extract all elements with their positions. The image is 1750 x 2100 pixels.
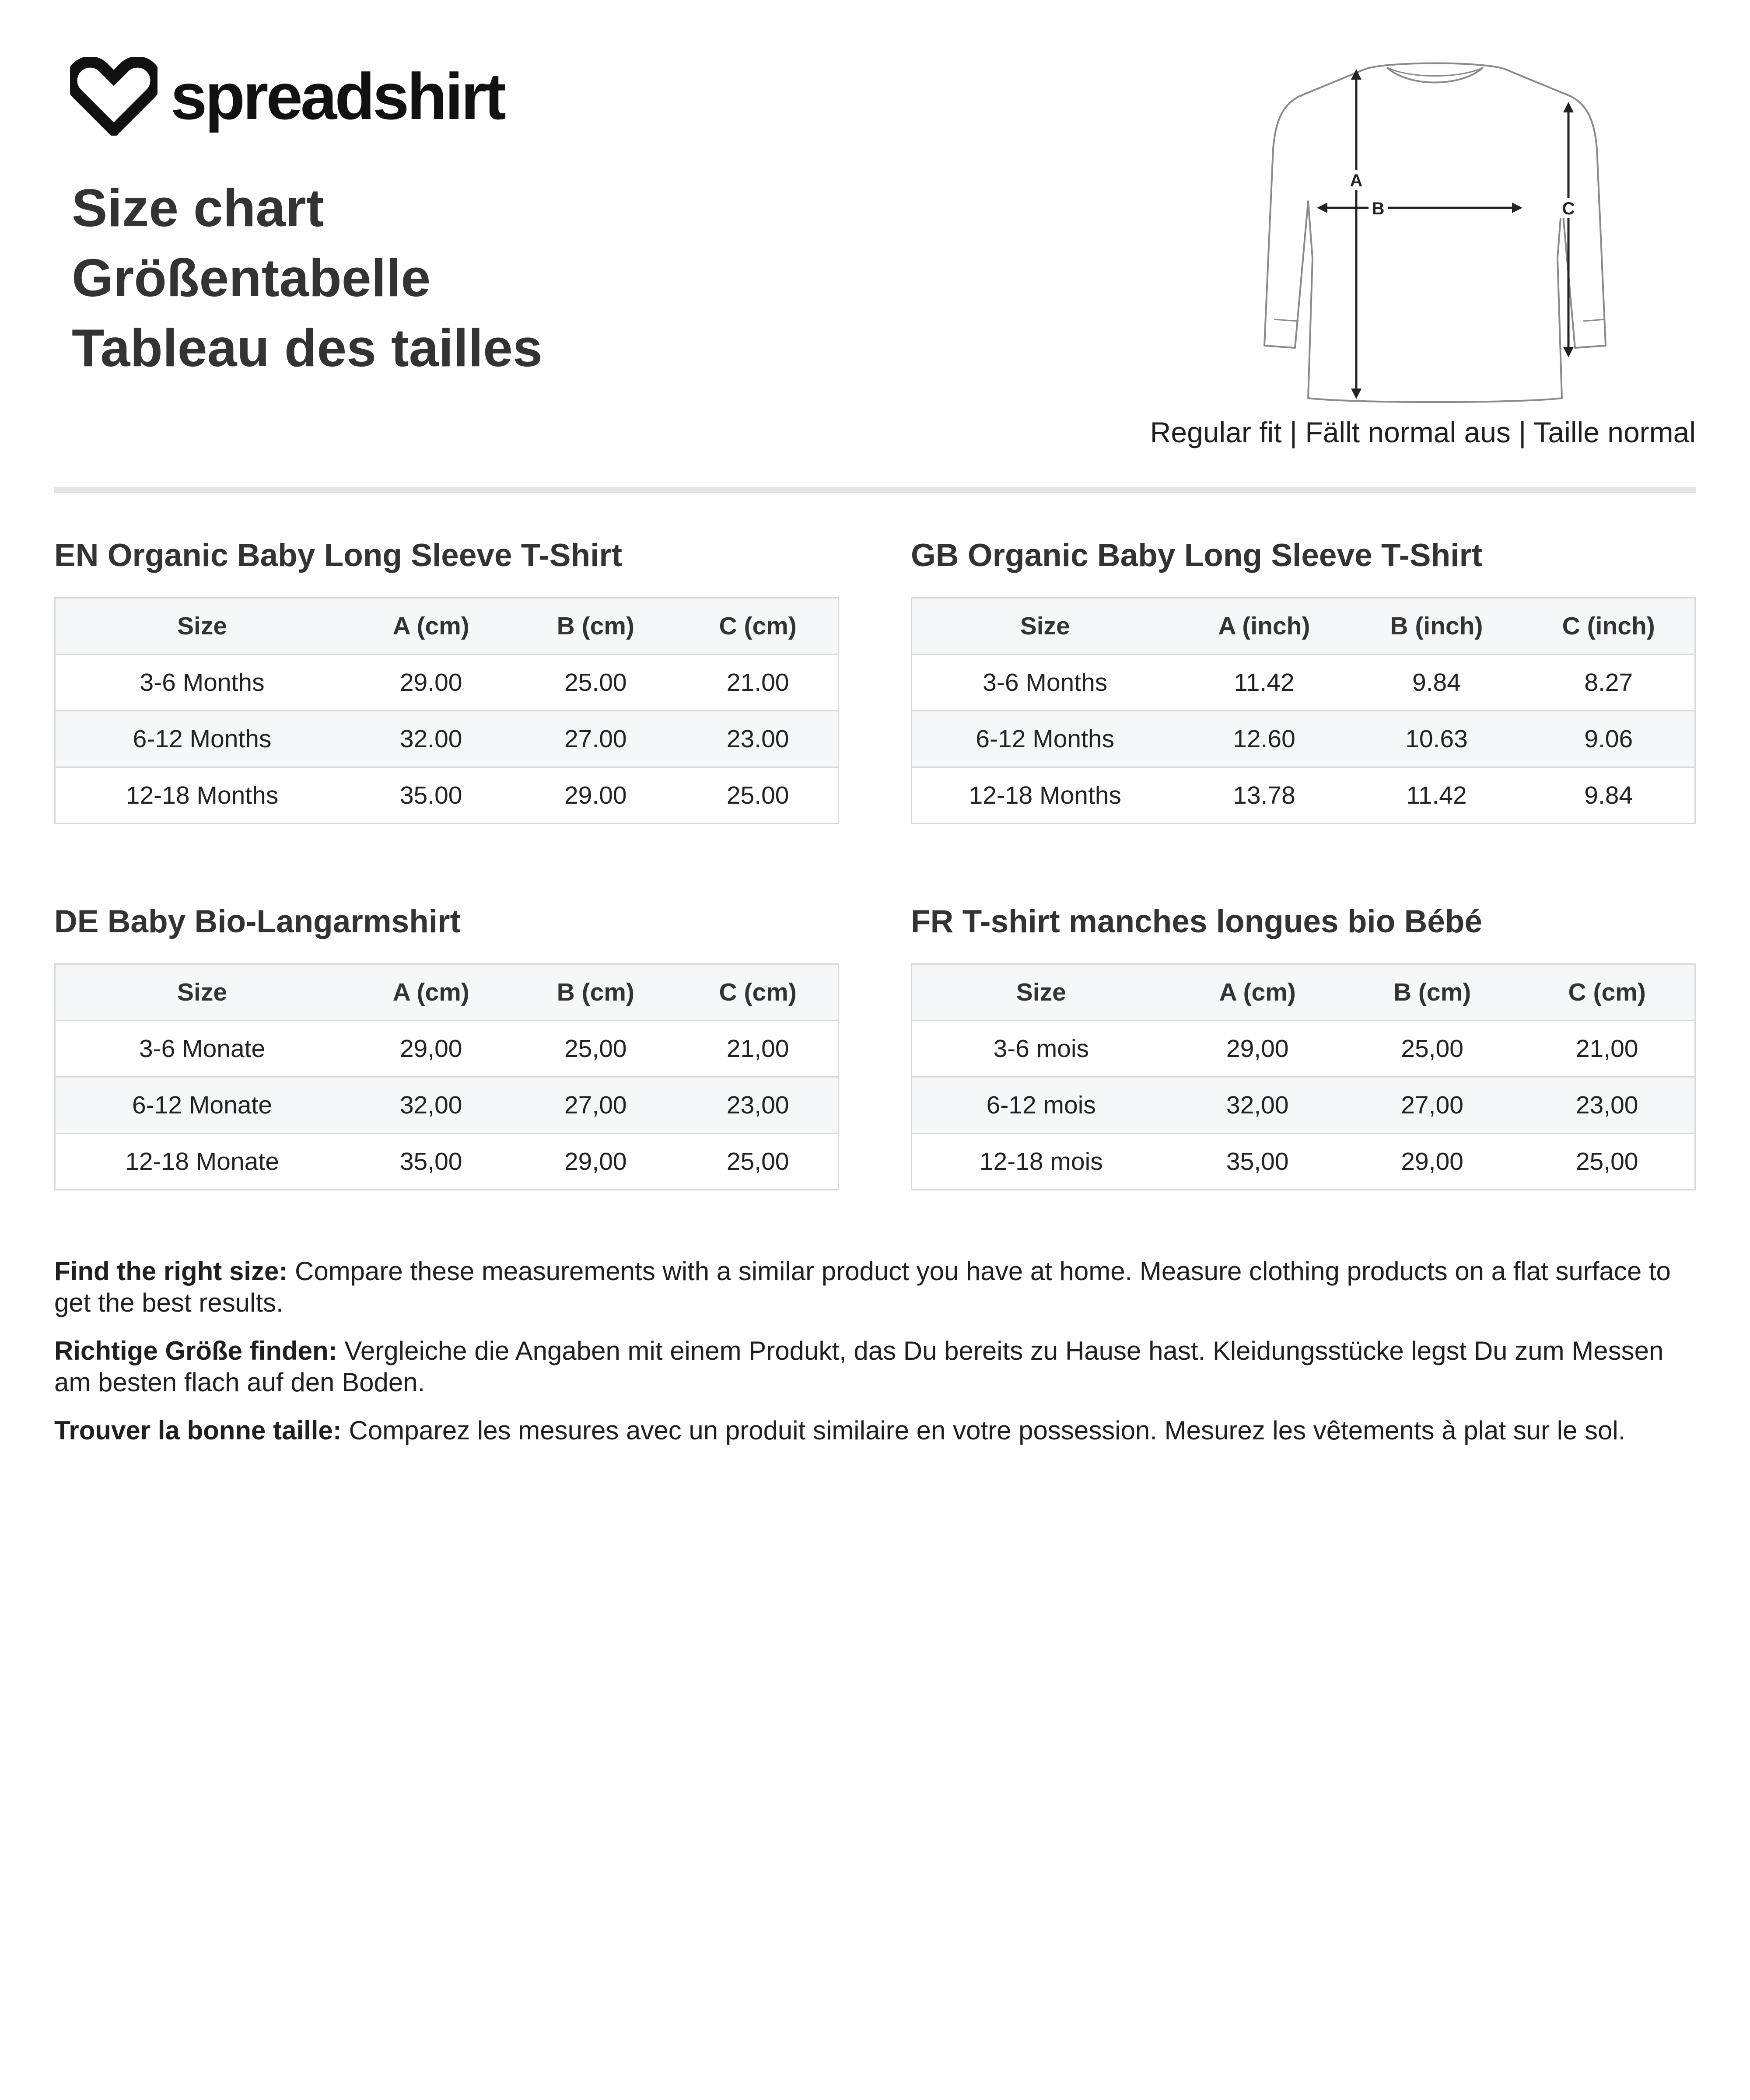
table-cell: 9.84 [1350, 654, 1522, 711]
table-cell: 29,00 [513, 1134, 678, 1190]
note-label: Find the right size: [54, 1256, 288, 1286]
table-cell: 27,00 [1345, 1077, 1519, 1134]
table-cell: 23,00 [678, 1077, 838, 1134]
size-table [911, 963, 1696, 1190]
note-label: Trouver la bonne taille: [54, 1416, 342, 1445]
size-table [54, 597, 839, 824]
table-cell: 32.00 [349, 711, 513, 767]
table-cell: 29.00 [349, 654, 513, 711]
table-cell: 25.00 [513, 654, 678, 711]
table-cell: 3-6 mois [912, 1021, 1170, 1077]
table-cell: 29,00 [1170, 1021, 1345, 1077]
label-c: C [1562, 199, 1575, 218]
note-text: Compare these measurements with a similar product you have at home. Measure clothing products on a flat surface to get the best results. [54, 1256, 1671, 1317]
table-row [55, 767, 839, 824]
table-row [912, 1134, 1695, 1190]
table-cell: 6-12 Monate [55, 1077, 349, 1134]
table-title: FR T-shirt manches longues bio Bébé [911, 904, 1483, 939]
title-en: Size chart [72, 178, 324, 238]
table-row [912, 1077, 1695, 1134]
note-en [54, 1256, 1696, 1319]
table-title: DE Baby Bio-Langarmshirt [54, 904, 461, 939]
table-cell: 6-12 Months [55, 711, 349, 767]
sizing-notes [54, 1256, 1696, 1463]
table-cell: 35.00 [349, 767, 513, 824]
table-cell: 3-6 Monate [55, 1021, 349, 1077]
note-text: Vergleiche die Angaben mit einem Produkt, das Du bereits zu Hause hast. Kleidungsstücke legst Du zum Messen am besten flach auf den Boden. [54, 1336, 1664, 1397]
column-header: Size [55, 598, 349, 654]
table-cell: 6-12 mois [912, 1077, 1170, 1134]
size-table-en [54, 534, 839, 824]
table-cell: 12-18 Months [55, 767, 349, 824]
table-cell: 29,00 [349, 1021, 513, 1077]
table-cell: 27,00 [513, 1077, 678, 1134]
long-sleeve-shirt-measurement-icon [1256, 57, 1614, 407]
fit-label: Regular fit | Fällt normal aus | Taille normal [1150, 416, 1696, 448]
table-title: EN Organic Baby Long Sleeve T-Shirt [54, 538, 623, 573]
column-header: B (cm) [1345, 964, 1519, 1021]
table-cell: 11.42 [1350, 767, 1522, 824]
note-label: Richtige Größe finden: [54, 1336, 337, 1365]
table-row [55, 1134, 839, 1190]
table-cell: 10.63 [1350, 711, 1522, 767]
brand-logo [70, 57, 504, 136]
title-fr: Tableau des tailles [72, 318, 542, 378]
column-header: C (cm) [678, 598, 838, 654]
table-cell: 12-18 mois [912, 1134, 1170, 1190]
column-header: Size [912, 964, 1170, 1021]
size-table-gb [911, 534, 1696, 824]
table-cell: 27.00 [513, 711, 678, 767]
table-cell: 25,00 [1519, 1134, 1695, 1190]
table-row [55, 1021, 839, 1077]
table-header-row [912, 598, 1695, 654]
table-row [912, 654, 1695, 711]
table-cell: 3-6 Months [912, 654, 1178, 711]
table-cell: 11.42 [1178, 654, 1350, 711]
table-cell: 35,00 [1170, 1134, 1345, 1190]
label-a: A [1350, 171, 1363, 190]
size-table [54, 963, 839, 1190]
divider [54, 487, 1696, 493]
heart-outline-icon [70, 57, 158, 136]
table-cell: 3-6 Months [55, 654, 349, 711]
table-row [912, 1021, 1695, 1077]
table-cell: 8.27 [1522, 654, 1695, 711]
table-cell: 35,00 [349, 1134, 513, 1190]
table-row [55, 1077, 839, 1134]
table-cell: 9.84 [1522, 767, 1695, 824]
column-header: Size [55, 964, 349, 1021]
table-cell: 13.78 [1178, 767, 1350, 824]
table-cell: 12-18 Monate [55, 1134, 349, 1190]
table-cell: 29.00 [513, 767, 678, 824]
table-cell: 32,00 [1170, 1077, 1345, 1134]
table-header-row [912, 964, 1695, 1021]
size-table-de [54, 900, 839, 1190]
table-cell: 21.00 [678, 654, 838, 711]
table-cell: 25,00 [1345, 1021, 1519, 1077]
table-cell: 25.00 [678, 767, 838, 824]
note-text: Comparez les mesures avec un produit similaire en votre possession. Mesurez les vêtements à plat sur le sol. [341, 1416, 1626, 1445]
column-header: Size [912, 598, 1178, 654]
table-cell: 21,00 [1519, 1021, 1695, 1077]
column-header: C (cm) [678, 964, 838, 1021]
table-cell: 23.00 [678, 711, 838, 767]
table-cell: 12-18 Months [912, 767, 1178, 824]
table-cell: 9.06 [1522, 711, 1695, 767]
table-cell: 32,00 [349, 1077, 513, 1134]
table-row [55, 711, 839, 767]
table-header-row [55, 598, 839, 654]
column-header: A (cm) [349, 964, 513, 1021]
column-header: A (cm) [1170, 964, 1345, 1021]
table-row [912, 711, 1695, 767]
table-row [55, 654, 839, 711]
note-fr [54, 1415, 1696, 1446]
column-header: B (cm) [513, 964, 678, 1021]
note-de [54, 1335, 1696, 1398]
table-row [912, 767, 1695, 824]
size-table [911, 597, 1696, 824]
column-header: A (inch) [1178, 598, 1350, 654]
title-de: Größentabelle [72, 248, 431, 308]
table-cell: 25,00 [678, 1134, 838, 1190]
table-cell: 23,00 [1519, 1077, 1695, 1134]
table-cell: 25,00 [513, 1021, 678, 1077]
column-header: C (cm) [1519, 964, 1695, 1021]
column-header: C (inch) [1522, 598, 1695, 654]
size-table-fr [911, 900, 1696, 1190]
table-cell: 12.60 [1178, 711, 1350, 767]
table-cell: 21,00 [678, 1021, 838, 1077]
page-titles [72, 173, 542, 383]
column-header: A (cm) [349, 598, 513, 654]
column-header: B (cm) [513, 598, 678, 654]
table-header-row [55, 964, 839, 1021]
table-cell: 29,00 [1345, 1134, 1519, 1190]
table-title: GB Organic Baby Long Sleeve T-Shirt [911, 538, 1483, 573]
column-header: B (inch) [1350, 598, 1522, 654]
table-cell: 6-12 Months [912, 711, 1178, 767]
label-b: B [1372, 199, 1385, 218]
brand-name: spreadshirt [171, 60, 504, 133]
